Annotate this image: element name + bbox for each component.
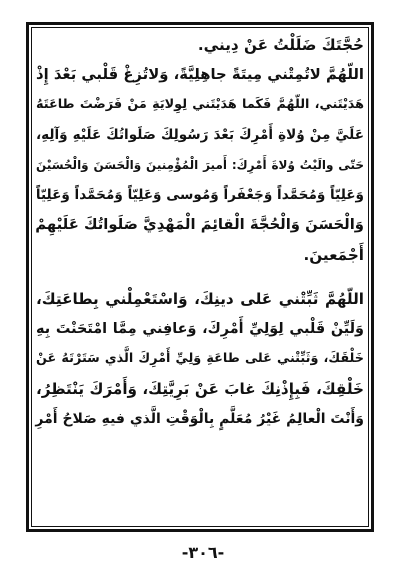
text-line: وَعَلِيّاً وَمُحَمَّداً وَجَعْفَراً وَمُوسى وَعَلِيّاً وَمُحَمَّداً وَعَلِيّاً xyxy=(35,187,364,203)
text-line: وَأَنْتَ الْعالِمُ غَيْرُ مُعَلَّمٍ بِالْوَقْتِ الَّذي فيهِ صَلاحُ أَمْرِ xyxy=(35,411,364,427)
text-line: حَتّى والَيْتُ وُلاةَ أَمْرِكَ: أَميرَ الْمُؤْمِنينَ وَالْحَسَنَ وَالْحُسَيْنَ xyxy=(36,158,364,172)
text-line: خَلْقِكَ، فَبِإِذْنِكَ غابَ عَنْ بَرِيَّتِكَ، وَأَمْرَكَ يَنْتَظِرُ، xyxy=(36,380,364,398)
text-line: وَلَيِّنْ قَلْبي لِوَلِيِّ أَمْرِكَ، وَعافِني مِمَّا امْتَحَنْتَ بِهِ xyxy=(36,321,364,337)
text-line: حُجَّتَكَ ضَلَلْتُ عَنْ دِيني. xyxy=(197,36,364,54)
text-line: اللّهُمَّ لاتُمِتْني مِيتَةً جاهِلِيَّةً، وَلاتُزِغْ قَلْبي بَعْدَ إِذْ xyxy=(36,66,364,83)
text-line: أَجْمَعينَ. xyxy=(303,246,364,264)
prayer-text xyxy=(36,30,364,434)
text-line: خَلْقَكَ، وَثَبِّتْني عَلى طاعَةِ وَلِيِّ أَمْرِكَ الَّذي سَتَرْتَهُ عَنْ xyxy=(36,351,364,366)
text-line: وَالْحَسَنَ وَالْحُجَّةَ الْقائِمَ الْمَهْدِيَّ صَلَواتُكَ عَلَيْهِمْ xyxy=(35,216,364,233)
text-line: عَلَيَّ مِنْ وُلاةِ أَمْرِكَ بَعْدَ رَسُولِكَ صَلَواتُكَ عَلَيْهِ وَآلِهِ، xyxy=(36,127,364,143)
text-line: اللّهُمَّ ثَبِّتْني عَلى دينِكَ، وَاسْتَعْمِلْني بِطاعَتِكَ، xyxy=(36,290,364,308)
text-line: هَدَيْتَني، اللّهُمَّ فَكَما هَدَيْتَني لِوِلايَةِ مَنْ فَرَضْتَ طاعَتَهُ xyxy=(36,97,364,112)
page-number: -٣٠٦- xyxy=(181,543,225,562)
